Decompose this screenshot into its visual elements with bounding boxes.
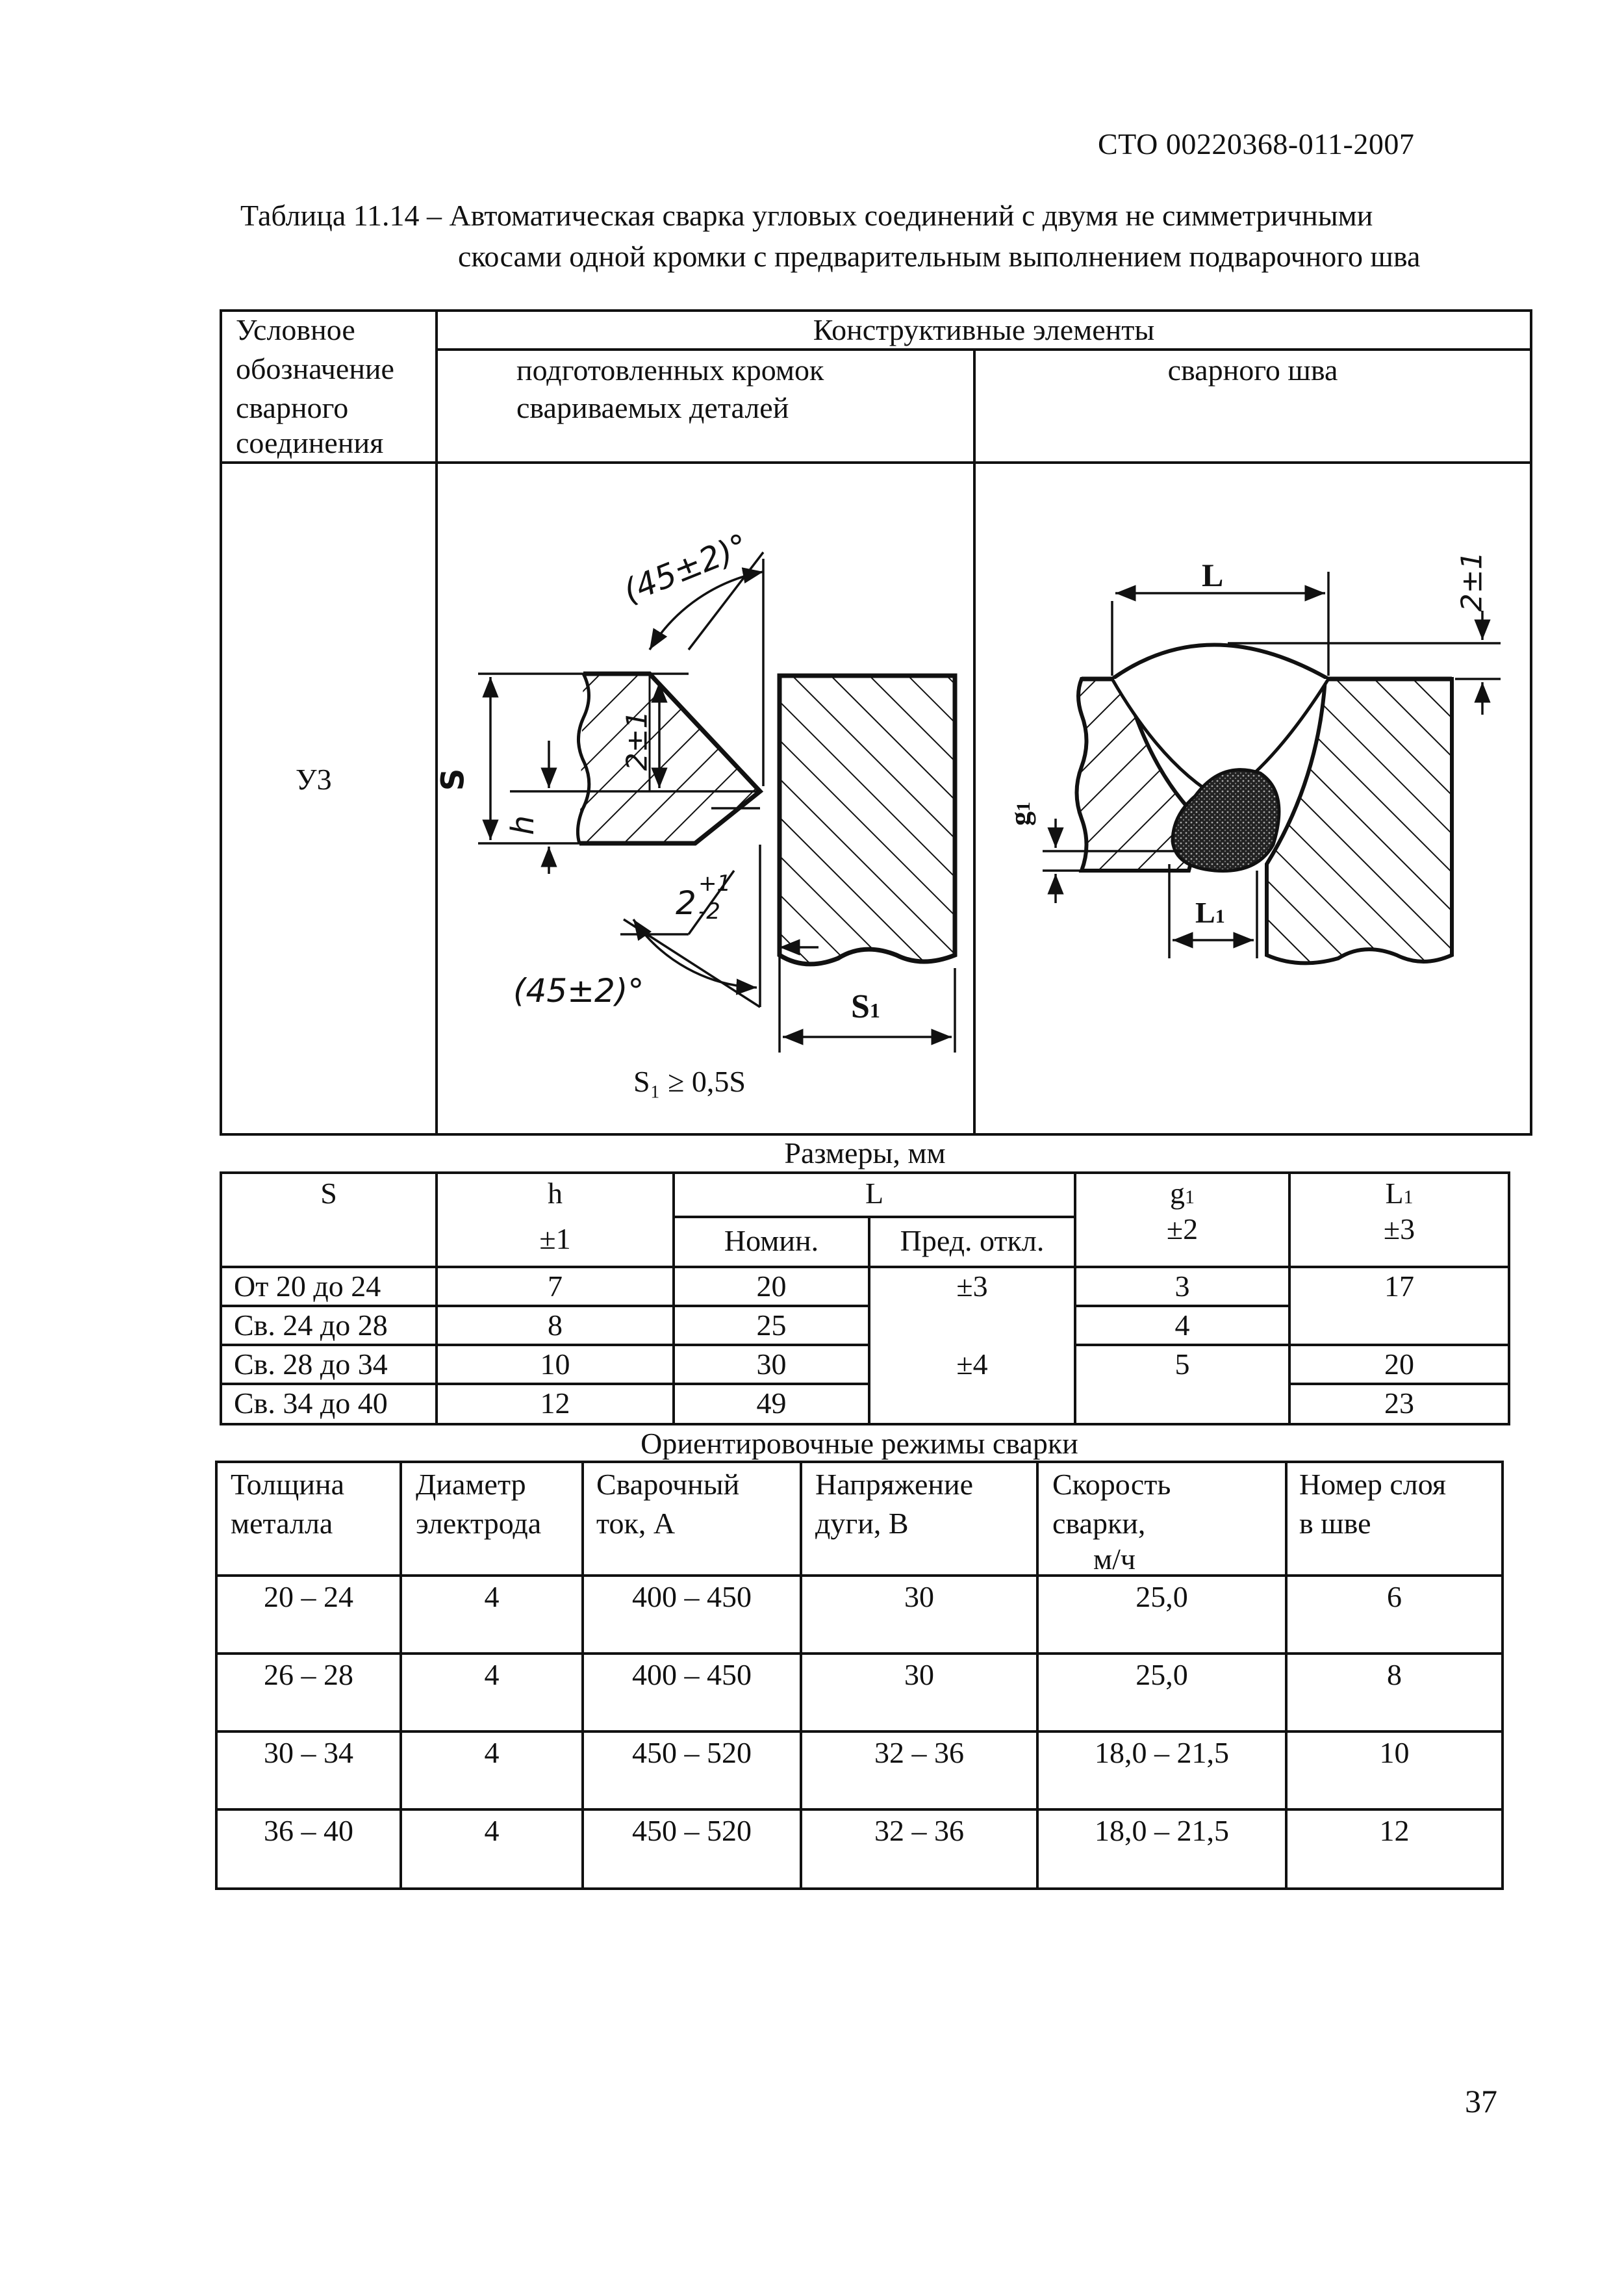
modes-cell: 6 — [1387, 1580, 1402, 1613]
modes-header-diameter-2: электрода — [416, 1507, 542, 1540]
sizes-L-deviation-2: ±4 — [956, 1348, 988, 1381]
table-caption-line-2: скосами одной кромки с предварительным выполнением подварочного шва — [458, 240, 1421, 273]
sizes-L-deviation-1: ±3 — [956, 1270, 988, 1303]
modes-cell: 450 – 520 — [632, 1736, 752, 1769]
modes-cell: 8 — [1387, 1658, 1402, 1691]
dim-L-label: L — [1202, 557, 1224, 593]
modes-cell: 12 — [1379, 1814, 1410, 1847]
modes-cell: 25,0 — [1136, 1580, 1188, 1613]
modes-header-current-1: Сварочный — [596, 1468, 740, 1501]
sizes-L1-value-3: 23 — [1384, 1386, 1414, 1420]
dim-L1-label: L1 — [1195, 896, 1225, 929]
sizes-header-L1-tol: ±3 — [1383, 1212, 1415, 1246]
modes-header-speed-3: м/ч — [1093, 1542, 1136, 1576]
dim-root-face-label: 2±1 — [620, 710, 654, 771]
prepared-edges-header-line-2: свариваемых деталей — [516, 391, 789, 424]
sizes-row-g1: 5 — [1174, 1348, 1190, 1381]
sizes-header-g1-tol: ±2 — [1166, 1212, 1199, 1246]
document-code: СТО 00220368-011-2007 — [1098, 127, 1415, 160]
sizes-title: Размеры, мм — [784, 1136, 946, 1169]
bevel-angle-bottom-label: (45±2)° — [513, 972, 644, 1010]
sizes-row-h: 12 — [540, 1386, 570, 1420]
joint-designation: У3 — [296, 763, 332, 796]
sizes-row-g1: 3 — [1174, 1270, 1190, 1303]
dim-S1-label: S1 — [851, 988, 880, 1025]
modes-cell: 450 – 520 — [632, 1814, 752, 1847]
sizes-header-h-tol: ±1 — [539, 1222, 571, 1255]
modes-cell: 400 – 450 — [632, 1580, 752, 1613]
modes-cell: 4 — [484, 1736, 500, 1769]
modes-cell: 4 — [484, 1658, 500, 1691]
sizes-row-S: Св. 24 до 28 — [234, 1309, 388, 1342]
modes-header-thickness-2: металла — [231, 1507, 333, 1540]
modes-cell: 30 — [904, 1580, 934, 1613]
modes-header-voltage-1: Напряжение — [815, 1468, 974, 1501]
dim-h-label: h — [505, 815, 542, 836]
designation-header-line-3: сварного — [236, 391, 349, 424]
modes-cell: 400 – 450 — [632, 1658, 752, 1691]
modes-cell: 25,0 — [1136, 1658, 1188, 1691]
modes-cell: 32 – 36 — [874, 1814, 964, 1847]
sizes-header-L1: L1 — [1385, 1177, 1414, 1210]
sizes-header-L-deviation: Пред. откл. — [900, 1224, 1045, 1257]
modes-title: Ориентировочные режимы сварки — [641, 1427, 1078, 1460]
modes-header-speed-2: сварки, — [1052, 1507, 1146, 1540]
modes-header-diameter-1: Диаметр — [416, 1468, 526, 1501]
modes-cell: 4 — [484, 1580, 500, 1613]
modes-cell: 30 — [904, 1658, 934, 1691]
modes-cell: 26 – 28 — [264, 1658, 353, 1691]
modes-header-layer-1: Номер слоя — [1299, 1468, 1447, 1501]
modes-cell: 10 — [1379, 1736, 1410, 1769]
sizes-L1-value-2: 20 — [1384, 1348, 1414, 1381]
sizes-row-S: От 20 до 24 — [234, 1270, 381, 1303]
dim-gap-upper-tol: +1 — [698, 871, 731, 897]
modes-cell: 36 – 40 — [264, 1814, 353, 1847]
sizes-row-S: Св. 34 до 40 — [234, 1386, 388, 1420]
sizes-header-g1: g1 — [1170, 1177, 1195, 1210]
modes-header-layer-2: в шве — [1299, 1507, 1371, 1540]
sizes-row-L-nominal: 20 — [756, 1270, 787, 1303]
designation-header-line-2: обозначение — [236, 352, 394, 385]
weld-seam-header: сварного шва — [1167, 353, 1338, 387]
sizes-row-h: 7 — [548, 1270, 563, 1303]
dim-reinforcement-label: 2±1 — [1455, 551, 1489, 612]
constructive-elements-header: Конструктивные элементы — [813, 313, 1155, 346]
sizes-row-h: 8 — [548, 1309, 563, 1342]
thickness-condition: S₁ ≥ 0,5S — [633, 1065, 746, 1098]
sizes-row-L-nominal: 49 — [756, 1386, 787, 1420]
modes-header-voltage-2: дуги, В — [815, 1507, 909, 1540]
sizes-header-L-nominal: Номин. — [724, 1224, 819, 1257]
modes-cell: 18,0 – 21,5 — [1095, 1814, 1229, 1847]
sizes-header-h: h — [548, 1177, 563, 1210]
sizes-header-S: S — [320, 1177, 337, 1210]
modes-cell: 32 – 36 — [874, 1736, 964, 1769]
modes-cell: 4 — [484, 1814, 500, 1847]
bevel-angle-top-label: (45±2)° — [618, 526, 754, 611]
sizes-row-L-nominal: 30 — [756, 1348, 787, 1381]
designation-header-line-1: Условное — [236, 313, 355, 346]
prepared-edges-header-line-1: подготовленных кромок — [516, 353, 824, 387]
modes-cell: 30 – 34 — [264, 1736, 353, 1769]
modes-header-thickness-1: Толщина — [231, 1468, 345, 1501]
dim-S-label: S — [435, 768, 472, 791]
weld-seam-drawing — [1043, 572, 1501, 963]
dim-g1-label: g1 — [1004, 802, 1036, 826]
modes-cell: 20 – 24 — [264, 1580, 353, 1613]
sizes-header-L: L — [865, 1177, 884, 1210]
modes-cell: 18,0 – 21,5 — [1095, 1736, 1229, 1769]
sizes-row-S: Св. 28 до 34 — [234, 1348, 388, 1381]
dim-gap-label: 2 — [676, 884, 696, 922]
dim-gap-lower-tol: -2 — [698, 899, 720, 925]
table-caption-line-1: Таблица 11.14 – Автоматическая сварка угловых соединений с двумя не симметричными — [240, 199, 1373, 232]
sizes-row-L-nominal: 25 — [756, 1309, 787, 1342]
modes-header-current-2: ток, А — [596, 1507, 676, 1540]
sizes-row-h: 10 — [540, 1348, 570, 1381]
sizes-L1-value-1: 17 — [1384, 1270, 1414, 1303]
modes-header-speed-1: Скорость — [1052, 1468, 1171, 1501]
page-number: 37 — [1465, 2083, 1497, 2119]
sizes-row-g1: 4 — [1174, 1309, 1190, 1342]
designation-header-line-4: соединения — [236, 426, 384, 459]
